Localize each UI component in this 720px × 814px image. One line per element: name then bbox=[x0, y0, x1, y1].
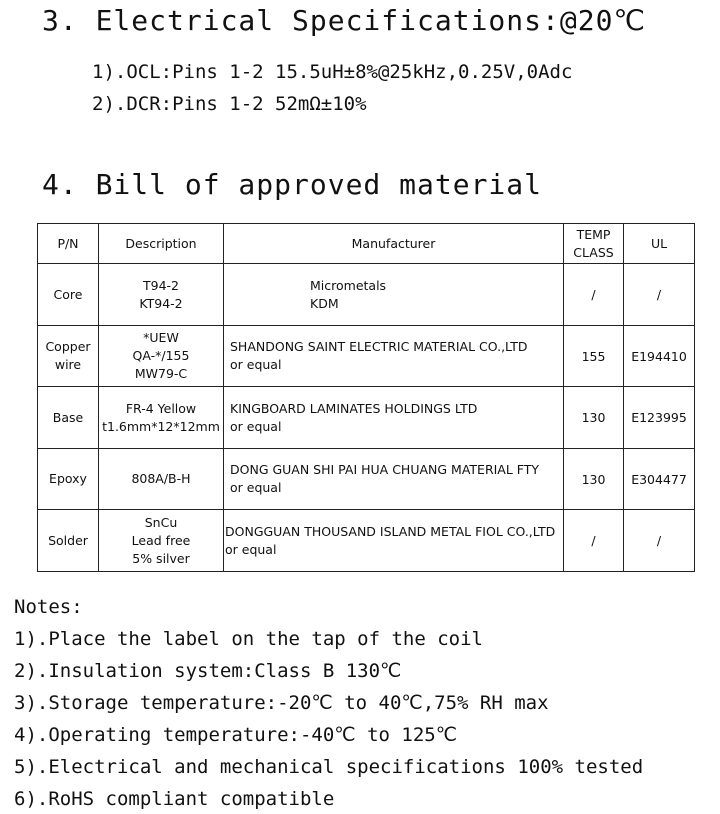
col-header-temp-class bbox=[564, 224, 624, 264]
note-item: 2).Insulation system:Class B 130℃ bbox=[14, 660, 402, 682]
note-item: 1).Place the label on the tap of the coil bbox=[14, 628, 483, 650]
table-row bbox=[38, 387, 695, 449]
temp-class-line: TEMP bbox=[576, 226, 611, 242]
cell-description: SnCu Lead free 5% silver bbox=[99, 510, 224, 572]
cell-pn: Base bbox=[38, 387, 99, 449]
cell-pn: Core bbox=[38, 264, 99, 326]
cell-pn: Solder bbox=[38, 510, 99, 572]
table-row bbox=[38, 264, 695, 326]
cell-temp-class: / bbox=[564, 264, 624, 326]
table-row bbox=[38, 449, 695, 510]
cell-temp-class: / bbox=[564, 510, 624, 572]
col-header-ul: UL bbox=[624, 224, 695, 264]
cell-manufacturer: KINGBOARD LAMINATES HOLDINGS LTD or equal bbox=[224, 387, 564, 449]
cell-temp-class: 155 bbox=[564, 326, 624, 387]
col-header-pn: P/N bbox=[38, 224, 99, 264]
table-header-row bbox=[38, 224, 695, 264]
ocl-spec: 1).OCL:Pins 1-2 15.5uH±8%@25kHz,0.25V,0Adc bbox=[92, 61, 573, 83]
cell-pn: Epoxy bbox=[38, 449, 99, 510]
table-row bbox=[38, 510, 695, 572]
cell-ul: / bbox=[624, 264, 695, 326]
cell-ul: E194410 bbox=[624, 326, 695, 387]
cell-manufacturer: Micrometals KDM bbox=[224, 264, 564, 326]
cell-description: 808A/B-H bbox=[99, 449, 224, 510]
cell-manufacturer: SHANDONG SAINT ELECTRIC MATERIAL CO.,LTD or equal bbox=[224, 326, 564, 387]
cell-description: *UEW QA-*/155 MW79-C bbox=[99, 326, 224, 387]
cell-temp-class: 130 bbox=[564, 387, 624, 449]
cell-manufacturer: DONGGUAN THOUSAND ISLAND METAL FIOL CO.,LTD or equal bbox=[224, 510, 564, 572]
col-header-manufacturer: Manufacturer bbox=[224, 224, 564, 264]
temp-class-line: CLASS bbox=[573, 244, 614, 260]
note-item: 4).Operating temperature:-40℃ to 125℃ bbox=[14, 724, 458, 746]
cell-ul: / bbox=[624, 510, 695, 572]
cell-manufacturer: DONG GUAN SHI PAI HUA CHUANG MATERIAL FTY or equal bbox=[224, 449, 564, 510]
cell-ul: E304477 bbox=[624, 449, 695, 510]
notes-title: Notes: bbox=[14, 596, 83, 618]
table-row bbox=[38, 326, 695, 387]
note-item: 3).Storage temperature:-20℃ to 40℃,75% RH max bbox=[14, 692, 549, 714]
section4-heading: 4. Bill of approved material bbox=[42, 168, 543, 201]
note-item: 6).RoHS compliant compatible bbox=[14, 788, 335, 810]
col-header-description: Description bbox=[99, 224, 224, 264]
section3-heading: 3. Electrical Specifications:@20℃ bbox=[42, 4, 646, 37]
cell-pn: Copper wire bbox=[38, 326, 99, 387]
cell-ul: E123995 bbox=[624, 387, 695, 449]
dcr-spec: 2).DCR:Pins 1-2 52mΩ±10% bbox=[92, 93, 367, 115]
bom-table bbox=[37, 223, 695, 572]
cell-temp-class: 130 bbox=[564, 449, 624, 510]
cell-description: T94-2 KT94-2 bbox=[99, 264, 224, 326]
note-item: 5).Electrical and mechanical specifications 100% tested bbox=[14, 756, 644, 778]
cell-description: FR-4 Yellow t1.6mm*12*12mm bbox=[99, 387, 224, 449]
